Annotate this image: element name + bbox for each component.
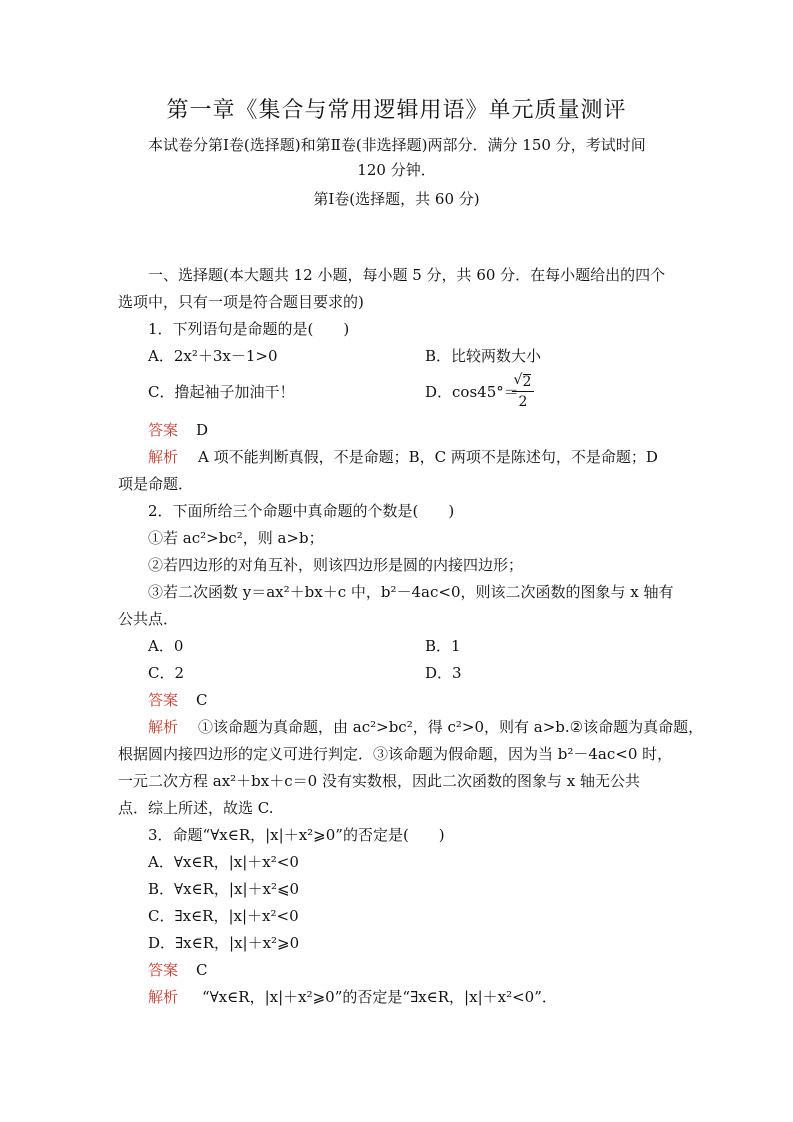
page-title: 第一章《集合与常用逻辑用语》单元质量测评 [166,98,627,123]
q2-analysis-line-4: 点．综上所述，故选 C. [118,799,274,817]
q1-option-b: B．比较两数大小 [425,347,542,365]
section1-heading-line-1: 一、选择题(本大题共 12 小题，每小题 5 分，共 60 分．在每小题给出的四个 [148,266,666,284]
q2-item-1: ①若 ac²>bc²，则 a>b； [148,529,324,547]
q3-option-c: C．∃x∈R，|x|＋x²<0 [148,907,299,925]
q2-answer-label: 答案 [148,691,179,709]
q3-analysis-label: 解析 [148,988,179,1006]
q1-option-d-fraction [512,374,534,410]
q2-analysis-line-3: 一元二次方程 ax²＋bx＋c＝0 没有实数根，因此二次函数的图象与 x 轴无公共 [118,772,640,790]
q3-analysis: “∀x∈R，|x|＋x²⩾0”的否定是“∃x∈R，|x|＋x²<0”． [202,988,557,1006]
q2-option-b: B．1 [425,637,461,655]
q1-analysis-label: 解析 [148,448,179,466]
section1-heading-line-2: 选项中，只有一项是符合题目要求的) [118,293,364,311]
q1-option-c: C．撸起袖子加油干！ [148,383,295,401]
q3-option-a: A．∀x∈R，|x|＋x²<0 [148,853,299,871]
q1-option-d: D．cos45°＝ [425,383,519,401]
q2-item-3-line-2: 公共点． [118,610,179,628]
q1-analysis-line-2: 项是命题． [118,475,194,493]
intro-line-1: 本试卷分第Ⅰ卷(选择题)和第Ⅱ卷(非选择题)两部分．满分 150 分，考试时间 [148,136,646,154]
q3-option-b: B．∀x∈R，|x|＋x²⩽0 [148,880,300,898]
q1-answer-label: 答案 [148,421,179,439]
q2-option-d: D．3 [425,664,462,682]
q2-option-c: C．2 [148,664,185,682]
q2-analysis-line-1: ①该命题为真命题，由 ac²>bc²，得 c²>0，则有 a>b.②该命题为真命题， [198,718,704,736]
q3-answer: C [196,961,208,979]
intro-line-2: 120 分钟． [357,161,436,179]
q2-stem: 2．下面所给三个命题中真命题的个数是( ) [148,502,455,520]
q2-item-3-line-1: ③若二次函数 y＝ax²＋bx＋c 中，b²－4ac<0，则该二次函数的图象与 x 轴有 [148,583,674,601]
q3-answer-label: 答案 [148,961,179,979]
q2-item-2: ②若四边形的对角互补，则该四边形是圆的内接四边形； [148,556,524,574]
part1-heading: 第Ⅰ卷(选择题，共 60 分) [313,190,480,208]
q2-option-a: A．0 [148,637,184,655]
q2-analysis-line-2: 根据圆内接四边形的定义可进行判定．③该命题为假命题，因为当 b²－4ac<0 时， [118,745,673,763]
q2-analysis-label: 解析 [148,718,179,736]
q1-option-a: A．2x²＋3x－1>0 [148,347,278,365]
q1-answer: D [196,421,209,439]
sqrt-symbol: √ 2 [515,374,532,390]
q1-analysis-line-1: A 项不能判断真假，不是命题；B，C 两项不是陈述句，不是命题；D [198,448,658,466]
q1-stem: 1．下列语句是命题的是( ) [148,320,350,338]
q2-answer: C [196,691,208,709]
q3-stem: 3．命题“∀x∈R，|x|＋x²⩾0”的否定是( ) [148,826,445,844]
fraction-denominator: 2 [518,394,528,410]
q3-option-d: D．∃x∈R，|x|＋x²⩾0 [148,934,300,952]
